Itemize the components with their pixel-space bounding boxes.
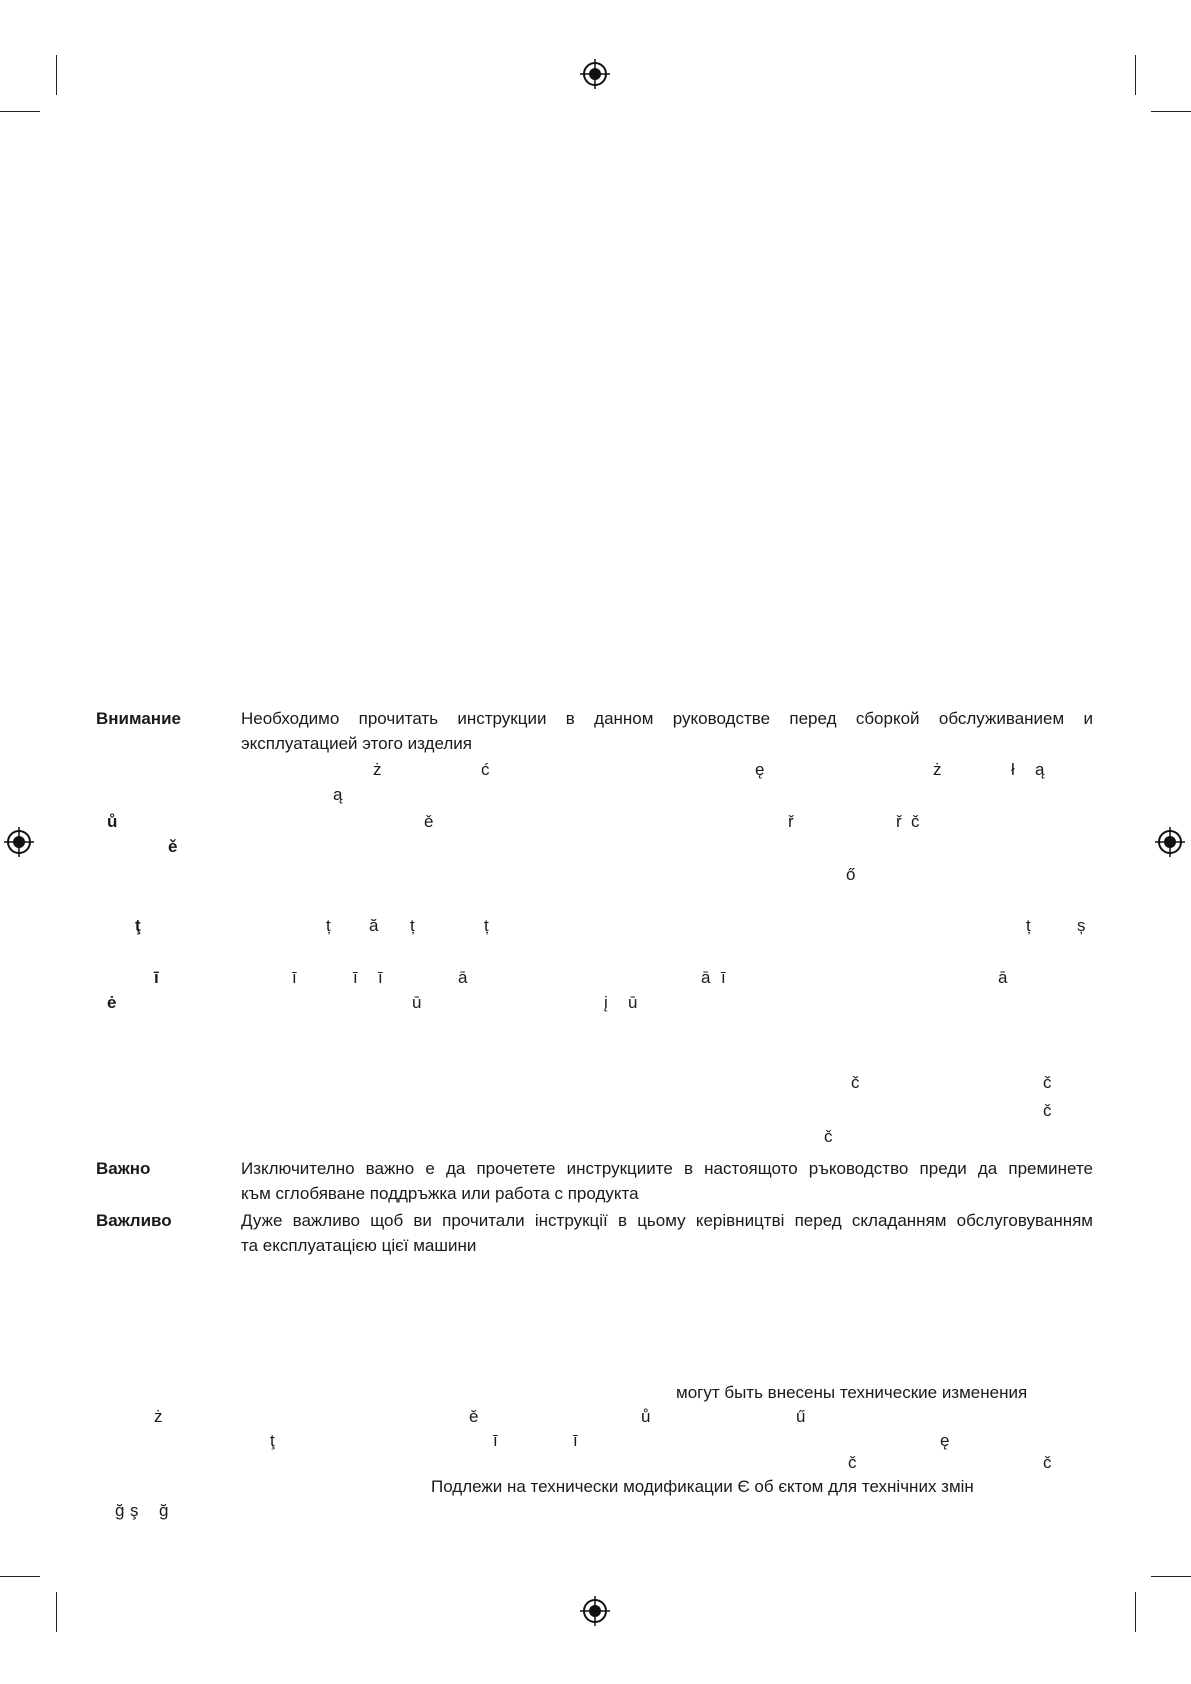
lv-char: ī bbox=[154, 968, 159, 987]
lv-char: ī bbox=[353, 968, 358, 987]
lv-char: ī bbox=[721, 968, 726, 987]
crop-mark bbox=[0, 1576, 40, 1577]
sk-char: č bbox=[1043, 1101, 1052, 1120]
registration-mark-icon bbox=[1155, 827, 1185, 857]
cz-char: ř bbox=[896, 812, 902, 831]
sk-char: č bbox=[824, 1127, 833, 1146]
lt-char: ū bbox=[628, 993, 638, 1012]
lv-char: ā bbox=[701, 968, 711, 987]
lt-char: ė bbox=[107, 993, 117, 1012]
cz-char: ř bbox=[788, 812, 794, 831]
warning-label-bg: Важно bbox=[96, 1159, 151, 1178]
ro-char: ț bbox=[410, 916, 415, 935]
warning-text-bg-line2: към сглобяване поддръжка или работа с продукта bbox=[241, 1184, 639, 1203]
footer-char: ě bbox=[469, 1407, 479, 1426]
footer-char: ţ bbox=[270, 1431, 275, 1450]
footer-char: č bbox=[1043, 1453, 1052, 1472]
crop-mark bbox=[1151, 1576, 1191, 1577]
ro-char: ţ bbox=[135, 916, 141, 935]
ro-char: ț bbox=[1026, 916, 1031, 935]
crop-mark bbox=[1151, 111, 1191, 112]
lv-char: ī bbox=[378, 968, 383, 987]
warning-text-ru-line1: Необходимо прочитать инструкции в данном руководстве перед сборкой обслуживанием и bbox=[241, 709, 1093, 728]
ro-char: ț bbox=[326, 916, 331, 935]
pl-char: ą bbox=[1035, 760, 1045, 779]
footer-char: ī bbox=[493, 1431, 498, 1450]
pl-char: ł bbox=[1011, 760, 1015, 779]
footer-char: č bbox=[848, 1453, 857, 1472]
pl-char: ć bbox=[481, 760, 490, 779]
lv-char: ā bbox=[458, 968, 468, 987]
lv-char: ī bbox=[292, 968, 297, 987]
cz-char: ě bbox=[168, 837, 178, 856]
ro-char: ț bbox=[484, 916, 489, 935]
warning-label-ru: Внимание bbox=[96, 709, 181, 728]
cz-char: č bbox=[911, 812, 920, 831]
crop-mark bbox=[1135, 55, 1136, 95]
registration-mark-icon bbox=[580, 59, 610, 89]
footer-char: ů bbox=[641, 1407, 651, 1426]
footer-char: ğ bbox=[159, 1501, 169, 1520]
footer-char: ż bbox=[154, 1407, 163, 1426]
pl-char: ę bbox=[755, 760, 765, 779]
crop-mark bbox=[0, 111, 40, 112]
tech-changes-bg-uk: Подлежи на технически модификации Є об єктом для технічних змін bbox=[431, 1477, 974, 1496]
ro-char: ș bbox=[1077, 916, 1086, 935]
warning-text-ru-line2: эксплуатацией этого изделия bbox=[241, 734, 472, 753]
pl-char: ż bbox=[933, 760, 942, 779]
lt-char: į bbox=[604, 993, 608, 1012]
pl-char: ą bbox=[333, 785, 343, 804]
footer-char: ī bbox=[573, 1431, 578, 1450]
footer-char: ę bbox=[940, 1431, 950, 1450]
registration-mark-icon bbox=[580, 1596, 610, 1626]
cz-char: ů bbox=[107, 812, 118, 831]
lv-char: ā bbox=[998, 968, 1008, 987]
crop-mark bbox=[56, 55, 57, 95]
ro-char: ă bbox=[369, 916, 379, 935]
warning-text-uk-line2: та експлуатацією цієї машини bbox=[241, 1236, 477, 1255]
footer-char: ş bbox=[130, 1501, 139, 1520]
footer-char: ű bbox=[796, 1407, 806, 1426]
warning-label-uk: Важливо bbox=[96, 1211, 172, 1230]
warning-text-bg-line1: Изключително важно е да прочетете инструкциите в настоящото ръководство преди да преминете bbox=[241, 1159, 1093, 1178]
tech-changes-ru: могут быть внесены технические изменения bbox=[676, 1383, 1028, 1402]
sk-char: č bbox=[1043, 1073, 1052, 1092]
cz-char: ě bbox=[424, 812, 434, 831]
hu-char: ő bbox=[846, 865, 856, 884]
footer-char: ğ bbox=[115, 1501, 125, 1520]
crop-mark bbox=[1135, 1592, 1136, 1632]
sk-char: č bbox=[851, 1073, 860, 1092]
pl-char: ż bbox=[373, 760, 382, 779]
registration-mark-icon bbox=[4, 827, 34, 857]
warning-text-uk-line1: Дуже важливо щоб ви прочитали інструкції в цьому керівництві перед складанням обслуговуванням bbox=[241, 1211, 1093, 1230]
crop-mark bbox=[56, 1592, 57, 1632]
lt-char: ū bbox=[412, 993, 422, 1012]
